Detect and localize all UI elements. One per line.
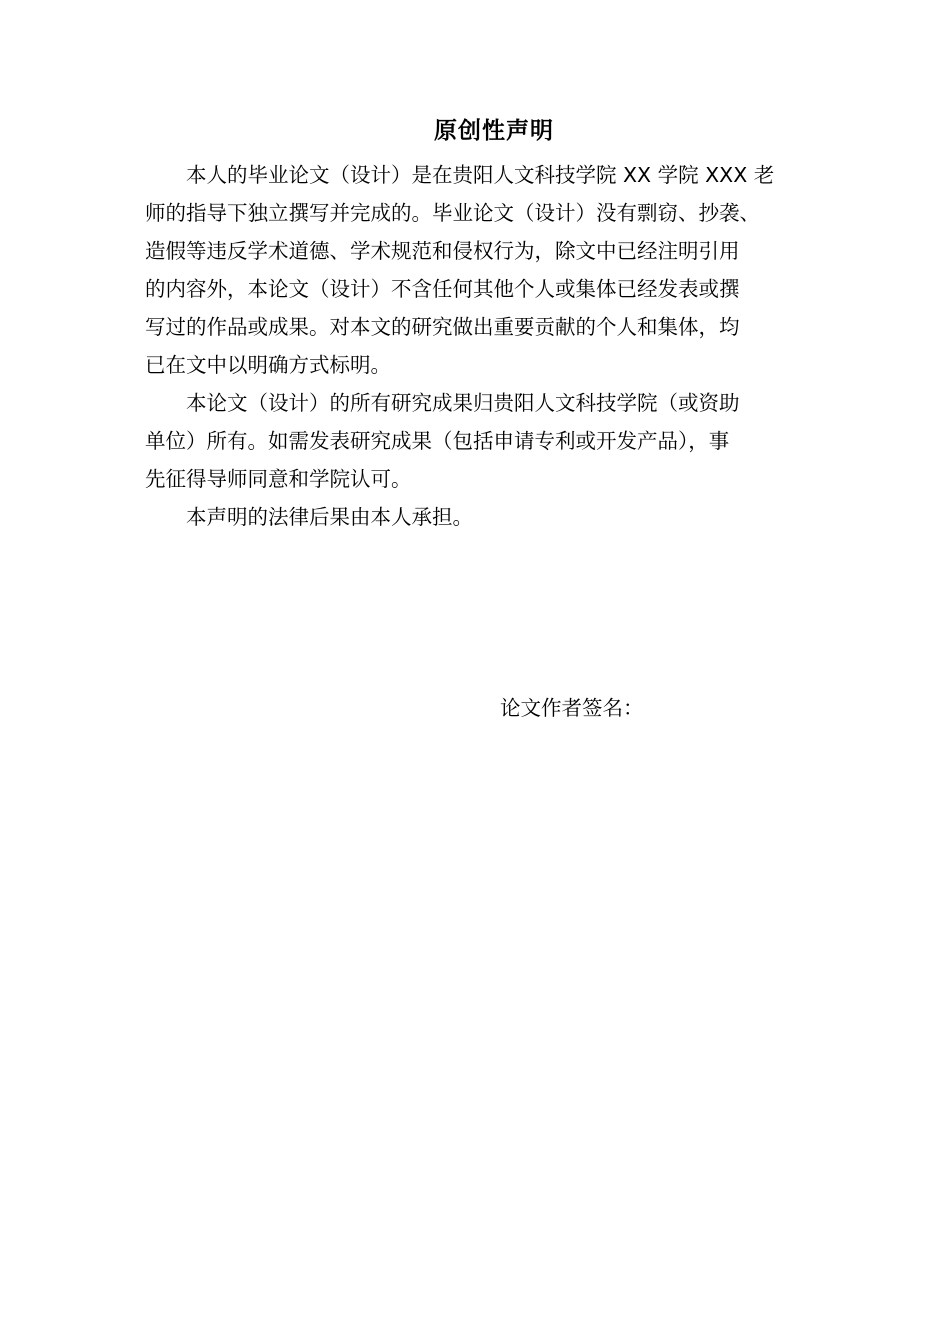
paragraph-originality (145, 156, 810, 384)
paragraph-ownership (145, 384, 810, 498)
text-line: 本论文（设计）的所有研究成果归贵阳人文科技学院（或资助 (186, 391, 740, 415)
page-title: 原创性声明 (434, 118, 554, 144)
text-line: 单位）所有。如需发表研究成果（包括申请专利或开发产品），事 (145, 429, 730, 453)
text-line: 的内容外，本论文（设计）不含任何其他个人或集体已经发表或撰 (145, 277, 740, 301)
text-line: 本人的毕业论文（设计）是在贵阳人文科技学院 XX 学院 XXX 老 (186, 163, 775, 187)
text-line: 已在文中以明确方式标明。 (145, 353, 391, 377)
text-line: 师的指导下独立撰写并完成的。毕业论文（设计）没有剽窃、抄袭、 (145, 201, 760, 225)
text-line: 本声明的法律后果由本人承担。 (186, 505, 473, 529)
declaration-body (145, 156, 810, 536)
text-line: 先征得导师同意和学院认可。 (145, 467, 412, 491)
paragraph-liability (145, 498, 810, 536)
text-line: 造假等违反学术道德、学术规范和侵权行为，除文中已经注明引用 (145, 239, 740, 263)
author-signature-label: 论文作者签名： (500, 696, 644, 720)
text-line: 写过的作品或成果。对本文的研究做出重要贡献的个人和集体，均 (145, 315, 740, 339)
